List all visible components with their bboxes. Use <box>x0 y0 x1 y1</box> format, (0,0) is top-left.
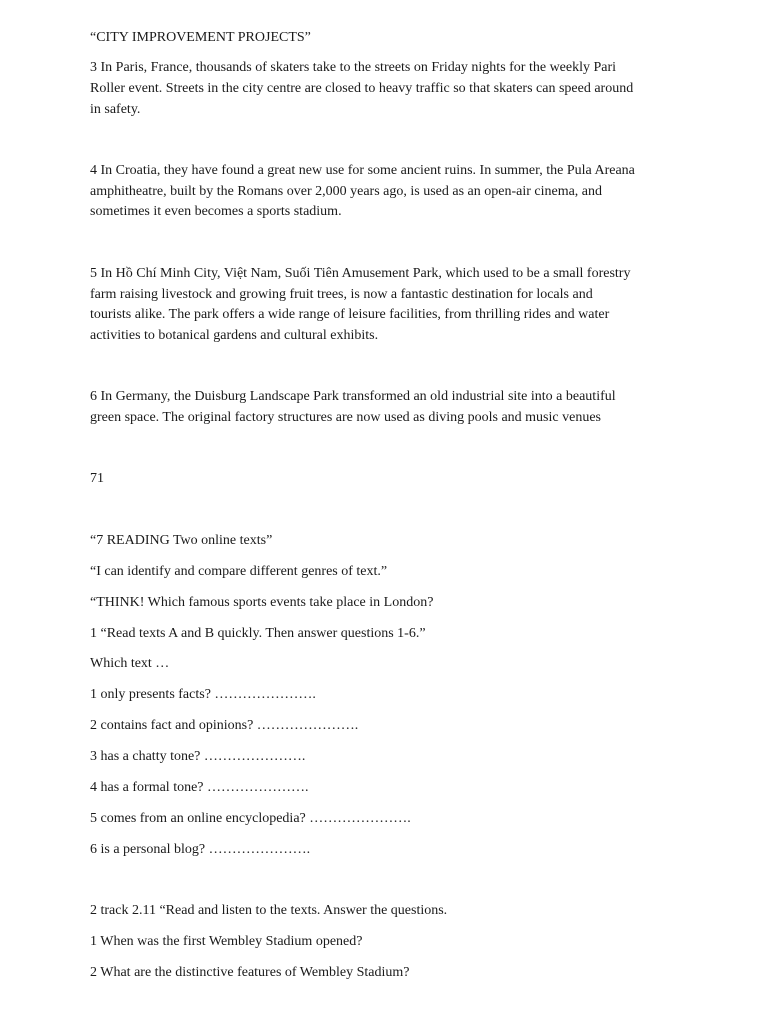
paragraph-3-line-1: 3 In Paris, France, thousands of skaters take to the streets on Friday nights for the weekly Pari <box>90 60 617 75</box>
paragraph-6-line-1: 6 In Germany, the Duisburg Landscape Park transformed an old industrial site into a beautiful <box>90 389 616 404</box>
paragraph-6-line-2: green space. The original factory structures are now used as diving pools and music venues <box>90 410 601 425</box>
question-item: 6 is a personal blog? …………………. <box>90 842 311 857</box>
paragraph-3-line-3: in safety. <box>90 102 141 117</box>
question-item: 3 has a chatty tone? …………………. <box>90 749 306 764</box>
paragraph-5-line-1: 5 In Hồ Chí Minh City, Việt Nam, Suối Tiên Amusement Park, which used to be a small forestry <box>90 266 631 281</box>
section-title: “CITY IMPROVEMENT PROJECTS” <box>90 30 311 45</box>
exercise-1-instruction: 1 “Read texts A and B quickly. Then answer questions 1-6.” <box>90 626 426 641</box>
paragraph-4-line-1: 4 In Croatia, they have found a great new use for some ancient ruins. In summer, the Pula Areana <box>90 163 635 178</box>
paragraph-3-line-2: Roller event. Streets in the city centre are closed to heavy traffic so that skaters can speed around <box>90 81 634 96</box>
question-item: 4 has a formal tone? …………………. <box>90 780 309 795</box>
reading-objective: “I can identify and compare different genres of text.” <box>90 564 388 579</box>
question-item: 1 only presents facts? …………………. <box>90 687 316 702</box>
paragraph-5-line-4: activities to botanical gardens and cultural exhibits. <box>90 328 379 343</box>
exercise-2-instruction: 2 track 2.11 “Read and listen to the texts. Answer the questions. <box>90 903 448 918</box>
paragraph-5-line-2: farm raising livestock and growing fruit trees, is now a fantastic destination for locals and <box>90 287 593 302</box>
question-item: 2 contains fact and opinions? …………………. <box>90 718 359 733</box>
which-text-label: Which text … <box>90 656 170 671</box>
paragraph-5-line-3: tourists alike. The park offers a wide range of leisure facilities, from thrilling rides and water <box>90 307 610 322</box>
paragraph-4-line-2: amphitheatre, built by the Romans over 2,000 years ago, is used as an open-air cinema, and <box>90 184 603 199</box>
exercise-2-question: 2 What are the distinctive features of Wembley Stadium? <box>90 965 410 980</box>
exercise-2-question: 1 When was the first Wembley Stadium opened? <box>90 934 363 949</box>
paragraph-4-line-3: sometimes it even becomes a sports stadium. <box>90 204 342 219</box>
think-prompt: “THINK! Which famous sports events take place in London? <box>90 595 434 610</box>
reading-heading: “7 READING Two online texts” <box>90 533 273 548</box>
page-number: 71 <box>90 471 104 486</box>
question-item: 5 comes from an online encyclopedia? …………………. <box>90 811 411 826</box>
